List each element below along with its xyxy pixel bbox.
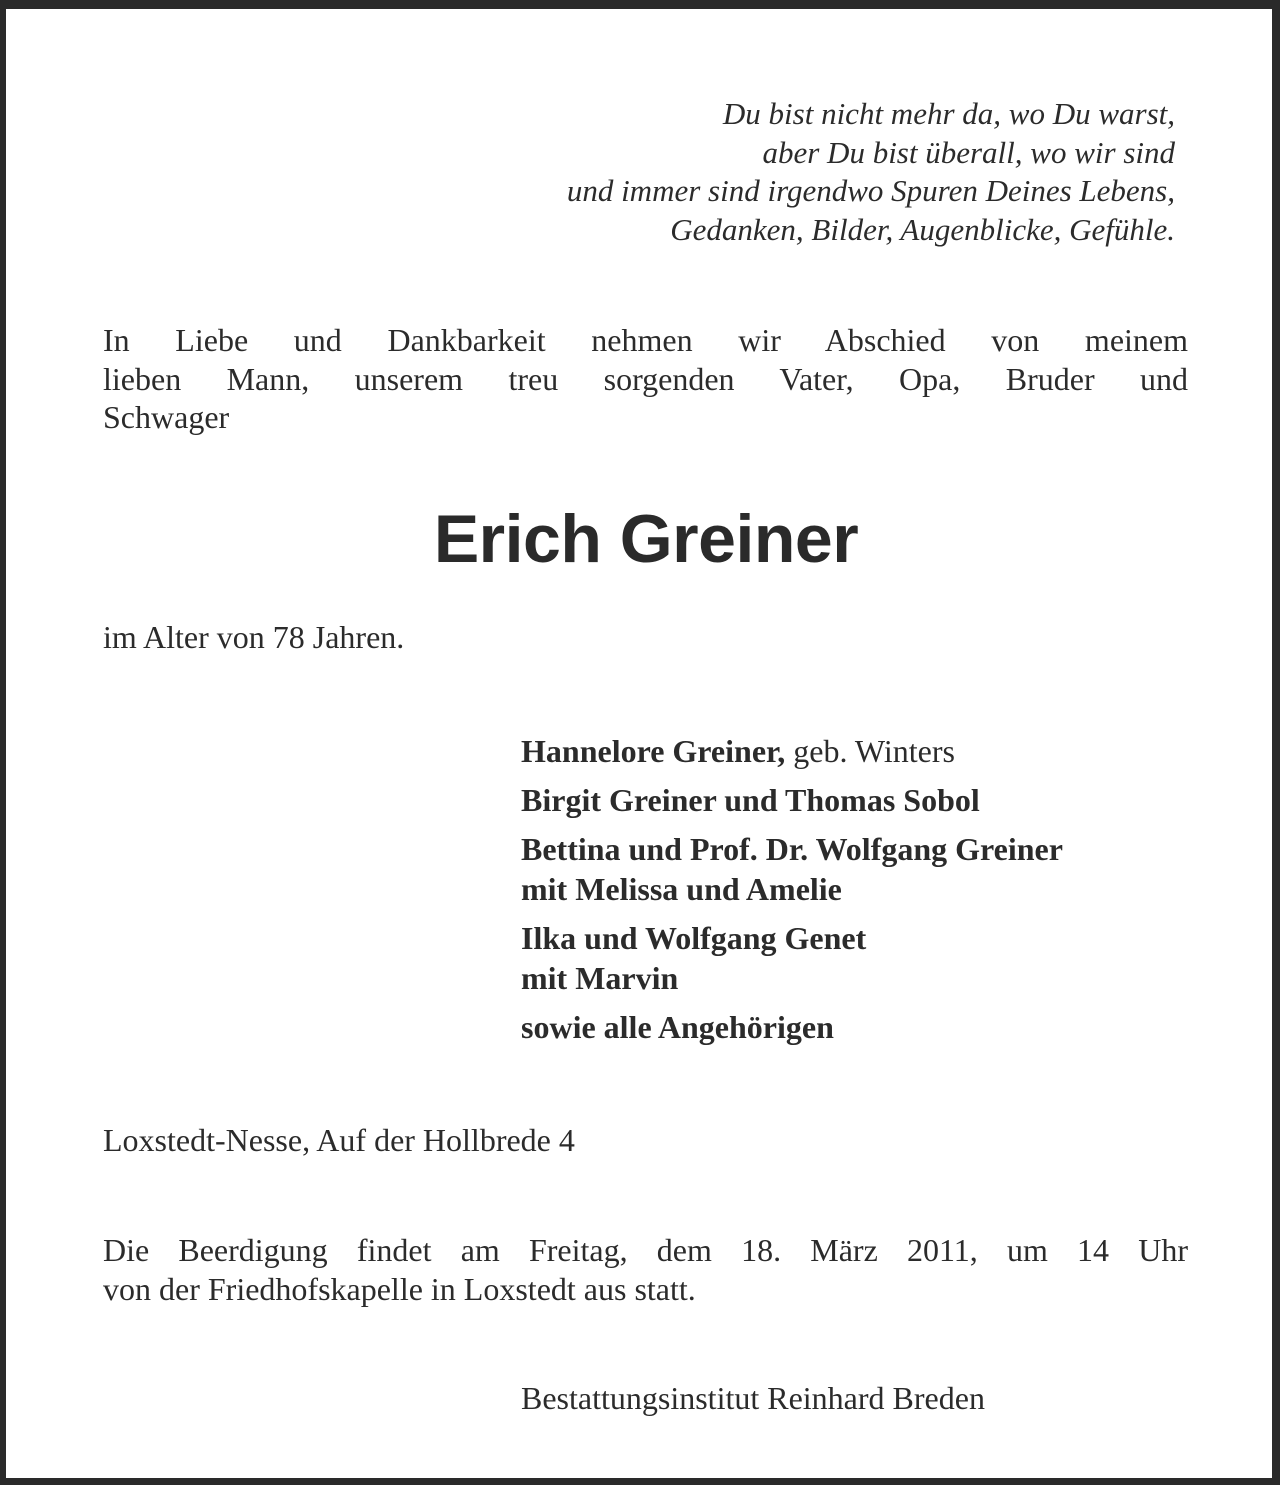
- undertaker-name: Bestattungsinstitut Reinhard Breden: [521, 1380, 985, 1416]
- intro-line: In Liebe und Dankbarkeit nehmen wir Abschied von meinem: [103, 322, 1188, 358]
- family-entry-widow: [521, 731, 1063, 771]
- funeral-line: von der Friedhofskapelle in Loxstedt aus statt.: [103, 1271, 696, 1307]
- intro-paragraph: [103, 321, 1188, 437]
- poem-line: aber Du bist überall, wo wir sind: [762, 134, 1175, 170]
- memorial-poem: [567, 95, 1175, 249]
- family-entry: mit Melissa und Amelie: [521, 871, 842, 907]
- funeral-details: [103, 1231, 1188, 1309]
- poem-line: und immer sind irgendwo Spuren Deines Lebens,: [566, 173, 1175, 208]
- poem-line: Du bist nicht mehr da, wo Du warst,: [722, 96, 1175, 131]
- funeral-line: Die Beerdigung findet am Freitag, dem 18. März 2011, um 14 Uhr: [103, 1232, 1188, 1268]
- family-entry: mit Marvin: [521, 960, 679, 996]
- intro-line: Schwager: [103, 399, 230, 435]
- age-line: im Alter von 78 Jahren.: [103, 619, 405, 655]
- poem-line: Gedanken, Bilder, Augenblicke, Gefühle.: [670, 211, 1175, 247]
- family-entry: sowie alle Angehörigen: [521, 1009, 834, 1045]
- family-entry: Bettina und Prof. Dr. Wolfgang Greiner: [521, 831, 1063, 867]
- address-line: Loxstedt-Nesse, Auf der Hollbrede 4: [103, 1122, 575, 1158]
- family-entry: Birgit Greiner und Thomas Sobol: [521, 782, 980, 818]
- intro-line: lieben Mann, unserem treu sorgenden Vater, Opa, Bruder und: [103, 360, 1188, 397]
- family-list: [521, 731, 1063, 1047]
- widow-maiden-name: geb. Winters: [785, 733, 955, 769]
- family-entry: Ilka und Wolfgang Genet: [521, 920, 867, 956]
- deceased-name: Erich Greiner: [433, 501, 859, 577]
- widow-name: Hannelore Greiner,: [521, 733, 786, 769]
